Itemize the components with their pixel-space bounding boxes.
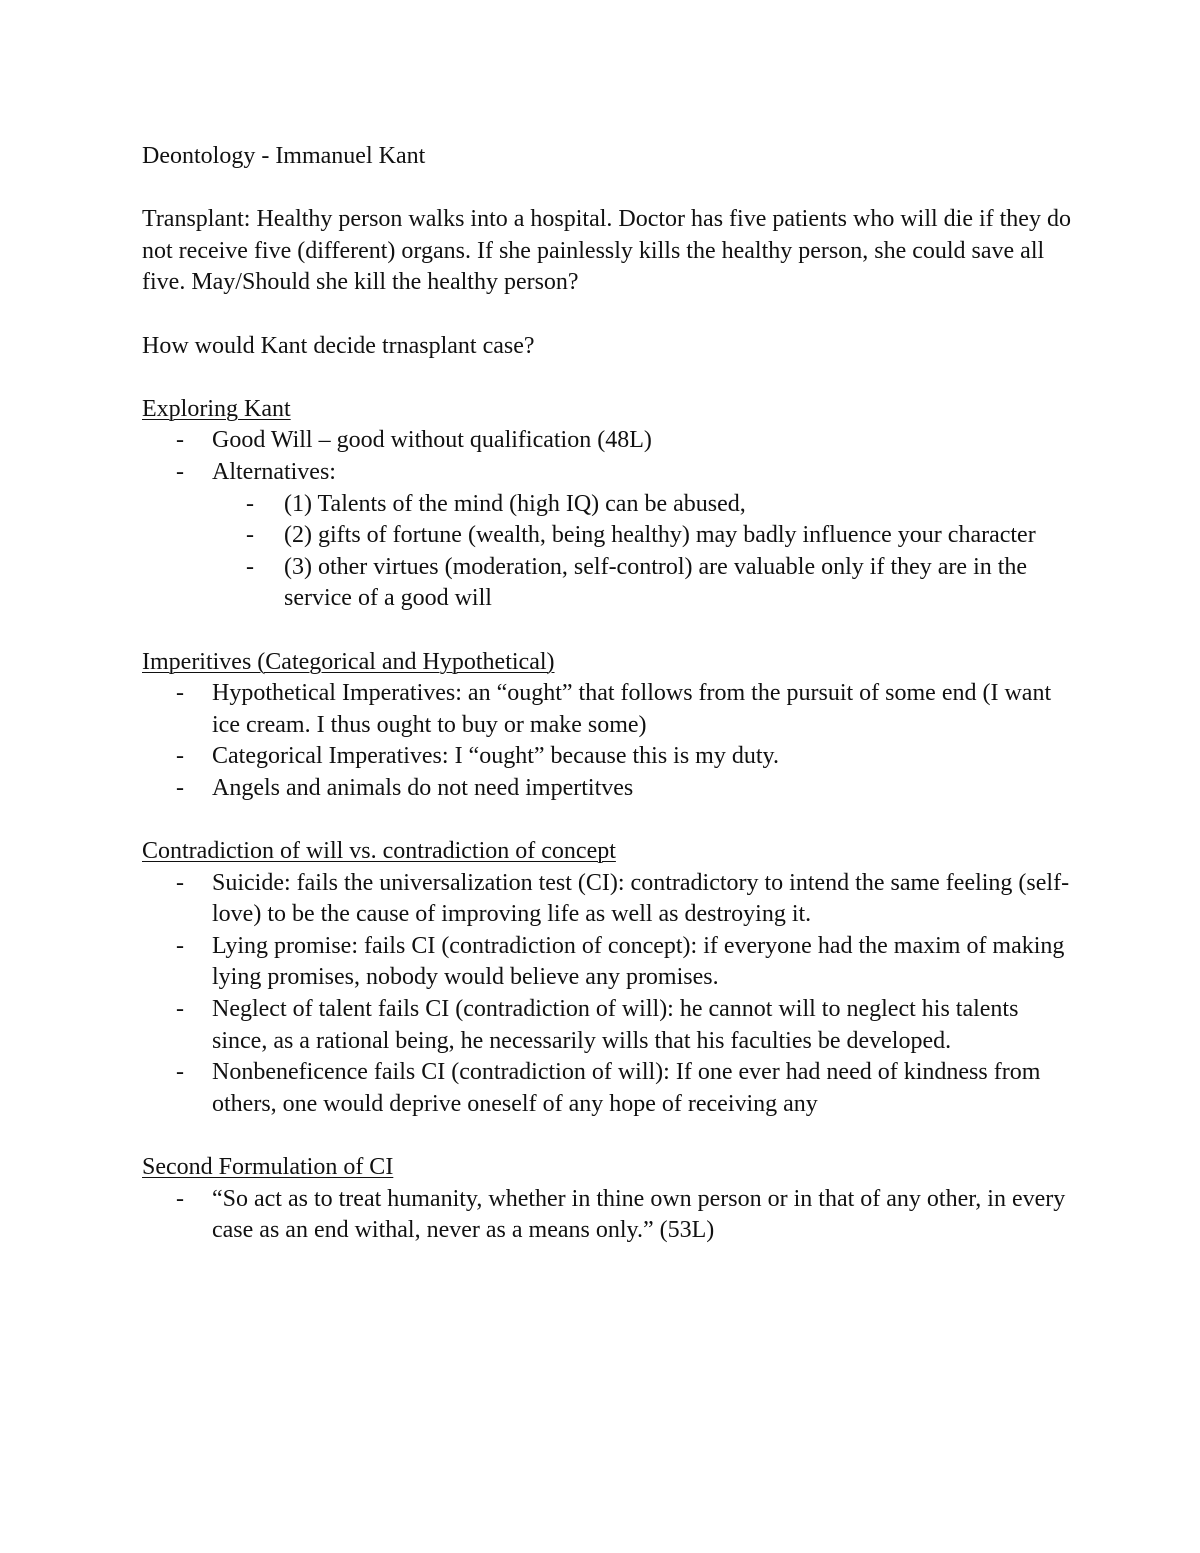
list-item-text: Lying promise: fails CI (contradiction of concept): if everyone had the maxim of making lying promises, nobody would believe any promises. <box>212 932 1065 991</box>
list-item <box>142 741 1072 773</box>
section-heading: Contradiction of will vs. contradiction of concept <box>142 838 616 865</box>
bullet-list <box>142 868 1072 1121</box>
document-body <box>142 141 1072 1247</box>
section-heading: Exploring Kant <box>142 395 291 422</box>
list-item <box>142 931 1072 994</box>
list-item-text: Good Will – good without qualification (48L) <box>212 427 652 454</box>
sub-list-item-text: (2) gifts of fortune (wealth, being healthy) may badly influence your character <box>284 522 1036 549</box>
spacer <box>142 1120 1072 1152</box>
bullet-dash: - <box>176 1185 184 1212</box>
spacer <box>142 362 1072 394</box>
list-item <box>142 1184 1072 1247</box>
section-contradiction <box>142 836 1072 1120</box>
bullet-list <box>142 678 1072 804</box>
bullet-dash: - <box>246 553 254 580</box>
spacer <box>142 299 1072 331</box>
list-item-text: Alternatives: <box>212 458 336 485</box>
section-second-formulation <box>142 1152 1072 1247</box>
list-item <box>142 425 1072 457</box>
bullet-list <box>142 1184 1072 1247</box>
bullet-dash: - <box>176 743 184 770</box>
bullet-dash: - <box>176 996 184 1023</box>
list-item-text: Nonbeneficence fails CI (contradiction of will): If one ever had need of kindness from others, one would deprive oneself of any hope of receiving any <box>212 1059 1041 1117</box>
section-heading: Second Formulation of CI <box>142 1154 394 1180</box>
list-item-text: Angels and animals do not need impertitves <box>212 774 634 801</box>
section-exploring-kant <box>142 394 1072 615</box>
sub-list-item <box>212 520 1072 552</box>
bullet-dash: - <box>246 490 254 517</box>
spacer <box>142 615 1072 647</box>
bullet-list <box>142 425 1072 615</box>
bullet-dash: - <box>176 427 184 454</box>
bullet-dash: - <box>176 458 184 485</box>
document-title: Deontology - Immanuel Kant <box>142 143 426 169</box>
bullet-dash: - <box>176 932 184 959</box>
list-item-text: Neglect of talent fails CI (contradiction of will): he cannot will to neglect his talents since, as a rational being, he necessarily wills that his faculties be developed. <box>212 996 1019 1054</box>
list-item <box>142 773 1072 805</box>
list-item <box>142 678 1072 741</box>
list-item-text: Categorical Imperatives: I “ought” because this is my duty. <box>212 743 779 770</box>
sub-list-item <box>212 489 1072 521</box>
question-paragraph: How would Kant decide trnasplant case? <box>142 332 535 359</box>
section-heading: Imperitives (Categorical and Hypothetical) <box>142 648 555 675</box>
section-imperatives <box>142 647 1072 805</box>
list-item <box>142 1057 1072 1120</box>
sub-bullet-list <box>212 489 1072 615</box>
transplant-paragraph: Transplant: Healthy person walks into a hospital. Doctor has five patients who will die if they do not receive five (different) organs. If she painlessly kills the healthy person, she could save all five. May/Should she kill the healthy person? <box>142 206 1071 296</box>
list-item-text: Hypothetical Imperatives: an “ought” that follows from the pursuit of some end (I want ice cream. I thus ought to buy or make some) <box>212 680 1052 738</box>
sub-list-item <box>212 552 1072 615</box>
bullet-dash: - <box>176 869 184 896</box>
bullet-dash: - <box>176 1059 184 1086</box>
bullet-dash: - <box>176 680 184 707</box>
spacer <box>142 804 1072 836</box>
list-item <box>142 457 1072 615</box>
bullet-dash: - <box>176 774 184 801</box>
list-item-text: Suicide: fails the universalization test (CI): contradictory to intend the same feeling (self-love) to be the cause of improving life as well as destroying it. <box>212 869 1070 928</box>
list-item <box>142 994 1072 1057</box>
sub-list-item-text: (3) other virtues (moderation, self-control) are valuable only if they are in the service of a good will <box>284 553 1028 612</box>
sub-list-item-text: (1) Talents of the mind (high IQ) can be abused, <box>284 490 746 517</box>
bullet-dash: - <box>246 522 254 549</box>
list-item <box>142 868 1072 931</box>
list-item-text: “So act as to treat humanity, whether in thine own person or in that of any other, in every case as an end withal, never as a means only.” (53L) <box>212 1185 1066 1244</box>
spacer <box>142 173 1072 205</box>
